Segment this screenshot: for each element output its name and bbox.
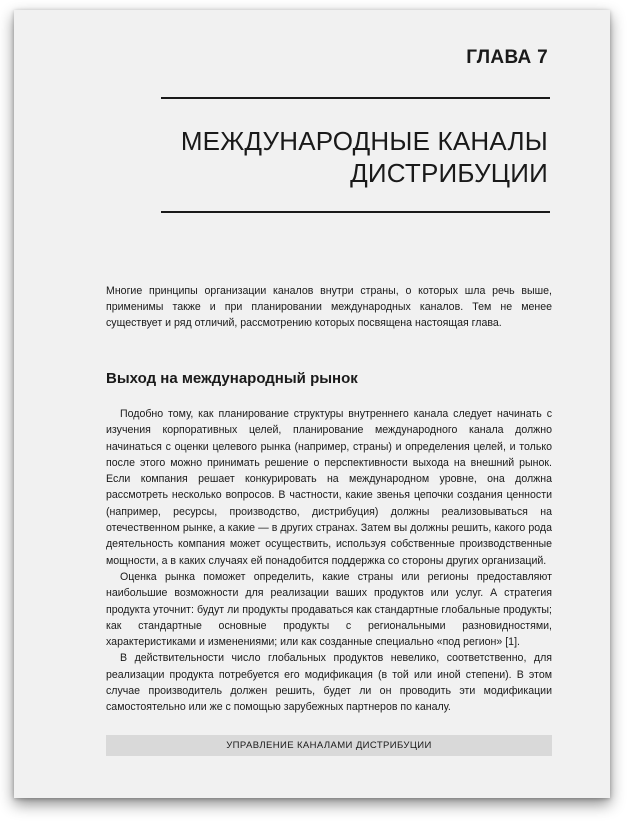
section-body bbox=[106, 406, 552, 716]
body-paragraph-3: В действительности число глобальных продуктов невелико, соответственно, для реализации продукта потребуется его модификация (в той или иной степени). В этом случае производитель должен решить, будет ли он проводить эти модификации самостоятельно или же с помощью зарубежных партнеров по каналу. bbox=[106, 652, 552, 714]
body-paragraph-1: Подобно тому, как планирование структуры внутреннего канала следует начинать с изучения корпоративных целей, планирование международного канала должно начинаться с оценки целевого рынка (например, страны) и определения целей, и только после этого можно принимать решение о перспективности выхода на внешний рынок. Если компания решает конкурировать на международном уровне, она должна рассмотреть несколько вопросов. В частности, какие звенья цепочки создания ценности (например, ресурсы, производство, дистрибуция) должны реализовываться на отечественном рынке, а какие — в других странах. Затем вы должны решить, какого рода деятельность компания может осуществить, используя собственные производственные мощности, а в каких случаях ей понадобится поддержка со стороны других организаций. bbox=[106, 408, 552, 567]
running-footer: УПРАВЛЕНИЕ КАНАЛАМИ ДИСТРИБУЦИИ bbox=[106, 735, 552, 756]
section-heading: Выход на международный рынок bbox=[106, 370, 358, 387]
book-page bbox=[14, 10, 610, 798]
chapter-title-line-1: МЕЖДУНАРОДНЫЕ КАНАЛЫ bbox=[180, 126, 548, 156]
intro-paragraph: Многие принципы организации каналов внутри страны, о которых шла речь выше, применимы также и при планировании международных каналов. Тем не менее существует и ряд отличий, рассмотрению которых посвящена настоящая глава. bbox=[106, 285, 552, 329]
body-paragraph-2: Оценка рынка поможет определить, какие страны или регионы предоставляют наибольшие возможности для реализации ваших продуктов или услуг. А стратегия продукта уточнит: будут ли продукты продаваться как стандартные глобальные продукты; как стандартные основные продукты с региональными разновидностями, характеристиками и изменениями; или как созданные специально «под регион» [1]. bbox=[106, 570, 552, 649]
title-bottom-rule bbox=[161, 211, 550, 213]
chapter-label: ГЛАВА 7 bbox=[466, 47, 548, 68]
title-top-rule bbox=[161, 97, 550, 99]
chapter-title bbox=[181, 125, 548, 189]
chapter-title-line-2: ДИСТРИБУЦИИ bbox=[350, 158, 548, 188]
